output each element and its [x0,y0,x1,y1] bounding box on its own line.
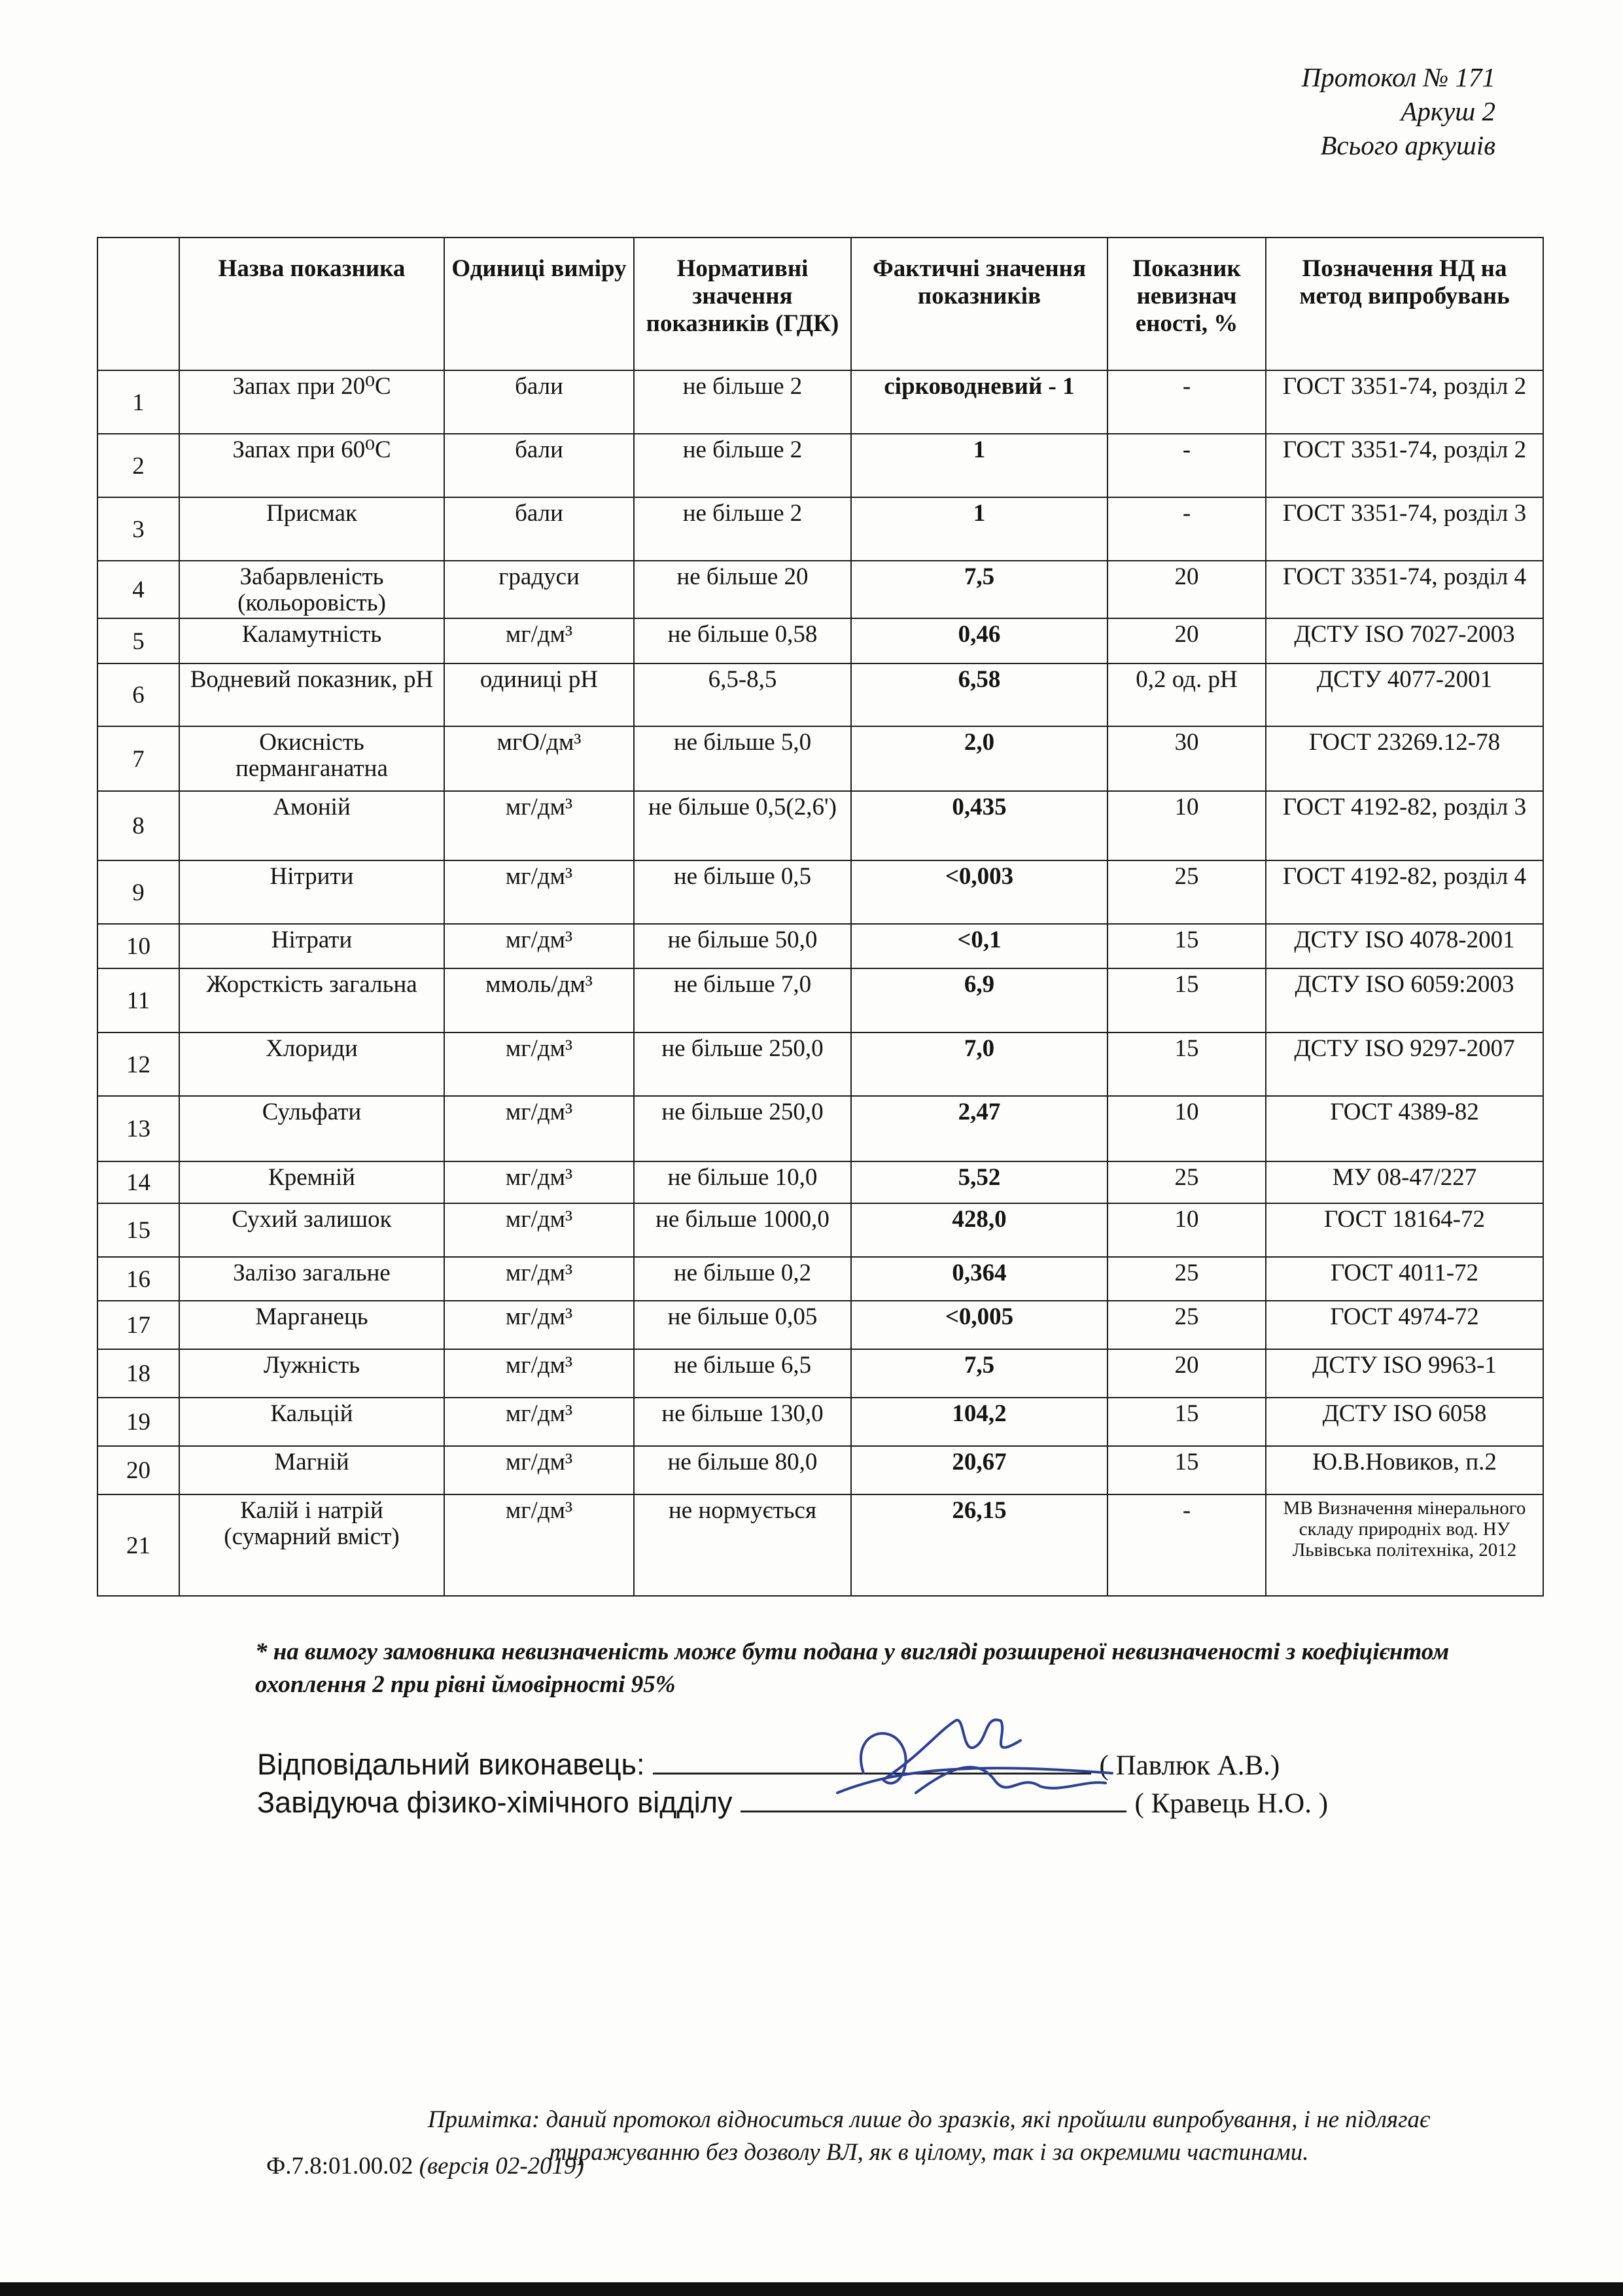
row-number: 10 [97,924,179,968]
unit: одиниці рН [444,663,634,726]
uncertainty: 30 [1108,726,1266,791]
uncertainty: - [1108,1494,1266,1596]
col-header-number [97,238,179,370]
unit: мг/дм³ [444,924,634,968]
col-header-name: Назва показника [179,238,444,370]
col-header-unit: Одиниці виміру [444,238,634,370]
actual-value: 2,47 [851,1096,1108,1161]
table-row [97,1398,1543,1446]
table-row [97,860,1543,924]
sheet-number: Аркуш 2 [1401,96,1495,126]
parameter-name: Кальцій [179,1398,444,1446]
norm-value: не більше 0,5 [634,860,851,924]
norm-value: не більше 7,0 [634,968,851,1033]
table-row [97,1161,1543,1203]
uncertainty: 15 [1108,924,1266,968]
results-table [97,237,1544,1597]
uncertainty-footnote: * на вимогу замовника невизначеність може бути подана у вигляді розширеної невизначеності з коефіцієнтом охоплення 2 при рівні ймовірності 95% [255,1638,1450,1698]
actual-value: 1 [851,434,1108,497]
row-number: 5 [97,618,179,663]
table-row [97,663,1543,726]
uncertainty: 10 [1108,1203,1266,1257]
table-row [97,618,1543,663]
col-header-uncertainty: Показник невизнач еності, % [1108,238,1266,370]
uncertainty: 15 [1108,1398,1266,1446]
col-header-actual: Фактичні значення показників [851,238,1108,370]
form-code [266,2151,584,2181]
norm-value: не більше 0,2 [634,1257,851,1301]
uncertainty: 10 [1108,791,1266,860]
test-method: ДСТУ 4077-2001 [1266,663,1543,726]
test-method: ДСТУ ISO 7027-2003 [1266,618,1543,663]
norm-value: не більше 250,0 [634,1033,851,1096]
head-name: ( Кравець Н.О. ) [1134,1788,1329,1819]
unit: мг/дм³ [444,791,634,860]
norm-value: не більше 2 [634,497,851,561]
norm-value: не більше 0,58 [634,618,851,663]
table-row [97,497,1543,561]
table-row [97,1494,1543,1596]
test-method: ГОСТ 3351-74, розділ 3 [1266,497,1543,561]
norm-value: не більше 20 [634,561,851,618]
uncertainty: 20 [1108,618,1266,663]
row-number: 17 [97,1301,179,1349]
parameter-name: Калій і натрій (сумарний вміст) [179,1494,444,1596]
actual-value: 5,52 [851,1161,1108,1203]
actual-value: 1 [851,497,1108,561]
row-number: 12 [97,1033,179,1096]
test-method: ГОСТ 4192-82, розділ 4 [1266,860,1543,924]
uncertainty: - [1108,370,1266,434]
test-method: ГОСТ 18164-72 [1266,1203,1543,1257]
uncertainty: 15 [1108,1446,1266,1494]
actual-value: <0,005 [851,1301,1108,1349]
uncertainty: 20 [1108,561,1266,618]
table-body [97,370,1543,1596]
unit: мг/дм³ [444,1398,634,1446]
norm-value: не більше 80,0 [634,1446,851,1494]
table-row [97,726,1543,791]
table-row [97,561,1543,618]
table-row [97,924,1543,968]
uncertainty: 20 [1108,1349,1266,1398]
test-method: ДСТУ ISO 9963-1 [1266,1349,1543,1398]
unit: мгО/дм³ [444,726,634,791]
unit: мг/дм³ [444,1446,634,1494]
scan-bottom-edge [0,2282,1623,2296]
norm-value: не більше 2 [634,370,851,434]
parameter-name: Водневий показник, рН [179,663,444,726]
norm-value: не більше 2 [634,434,851,497]
unit: мг/дм³ [444,1096,634,1161]
unit: мг/дм³ [444,860,634,924]
row-number: 11 [97,968,179,1033]
table-row [97,968,1543,1033]
head-label: Завідуюча фізико-хімічного відділу [257,1786,733,1819]
test-method: ДСТУ ISO 6059:2003 [1266,968,1543,1033]
row-number: 3 [97,497,179,561]
table-row [97,1033,1543,1096]
form-code-number: Ф.7.8:01.00.02 [266,2153,413,2180]
unit: градуси [444,561,634,618]
actual-value: сірководневий - 1 [851,370,1108,434]
actual-value: 6,58 [851,663,1108,726]
actual-value: 0,435 [851,791,1108,860]
unit: бали [444,434,634,497]
parameter-name: Хлориди [179,1033,444,1096]
unit: бали [444,497,634,561]
test-method: ГОСТ 3351-74, розділ 4 [1266,561,1543,618]
col-header-norm: Нормативні значення показників (ГДК) [634,238,851,370]
actual-value: 26,15 [851,1494,1108,1596]
row-number: 9 [97,860,179,924]
norm-value: не більше 0,05 [634,1301,851,1349]
uncertainty: 25 [1108,1161,1266,1203]
parameter-name: Кремній [179,1161,444,1203]
row-number: 20 [97,1446,179,1494]
actual-value: 428,0 [851,1203,1108,1257]
norm-value: не більше 6,5 [634,1349,851,1398]
row-number: 2 [97,434,179,497]
table-row [97,1446,1543,1494]
uncertainty: 25 [1108,1301,1266,1349]
col-header-method: Позначення НД на метод випробувань [1266,238,1543,370]
parameter-name: Каламутність [179,618,444,663]
uncertainty: - [1108,497,1266,561]
protocol-header [1302,60,1495,162]
actual-value: 7,5 [851,1349,1108,1398]
form-code-version: (версія 02-2019) [419,2153,584,2180]
unit: мг/дм³ [444,618,634,663]
row-number: 18 [97,1349,179,1398]
table-row [97,791,1543,860]
unit: бали [444,370,634,434]
uncertainty: 15 [1108,968,1266,1033]
test-method: ДСТУ ISO 6058 [1266,1398,1543,1446]
table-row [97,1096,1543,1161]
uncertainty: 15 [1108,1033,1266,1096]
row-number: 8 [97,791,179,860]
parameter-name: Лужність [179,1349,444,1398]
uncertainty: 10 [1108,1096,1266,1161]
row-number: 4 [97,561,179,618]
parameter-name: Окисність перманганатна [179,726,444,791]
parameter-name: Жорсткість загальна [179,968,444,1033]
test-method: ГОСТ 23269.12-78 [1266,726,1543,791]
test-method: ГОСТ 4974-72 [1266,1301,1543,1349]
parameter-name: Магній [179,1446,444,1494]
norm-value: не більше 130,0 [634,1398,851,1446]
uncertainty: 25 [1108,1257,1266,1301]
norm-value: не більше 0,5(2,6') [634,791,851,860]
norm-value: не більше 50,0 [634,924,851,968]
test-method: Ю.В.Новиков, п.2 [1266,1446,1543,1494]
parameter-name: Сульфати [179,1096,444,1161]
norm-value: 6,5-8,5 [634,663,851,726]
test-method: ГОСТ 3351-74, розділ 2 [1266,434,1543,497]
actual-value: 0,46 [851,618,1108,663]
handwritten-signature [824,1695,1125,1826]
norm-value: не нормується [634,1494,851,1596]
test-method: ДСТУ ISO 4078-2001 [1266,924,1543,968]
norm-value: не більше 1000,0 [634,1203,851,1257]
actual-value: 6,9 [851,968,1108,1033]
uncertainty: - [1108,434,1266,497]
test-method: МВ Визначення мінерального складу природніх вод. НУ Львівська політехніка, 2012 [1266,1494,1543,1596]
table-row [97,370,1543,434]
row-number: 7 [97,726,179,791]
parameter-name: Залізо загальне [179,1257,444,1301]
row-number: 14 [97,1161,179,1203]
parameter-name: Запах при 20⁰С [179,370,444,434]
parameter-name: Марганець [179,1301,444,1349]
table-row [97,1257,1543,1301]
parameter-name: Запах при 60⁰С [179,434,444,497]
actual-value: <0,003 [851,860,1108,924]
parameter-name: Забарвленість (кольоровість) [179,561,444,618]
parameter-name: Амоній [179,791,444,860]
actual-value: 20,67 [851,1446,1108,1494]
protocol-note: Примітка: даний протокол відноситься лише до зразків, які пройшли випробування, і не підлягає тиражуванню без дозволу ВЛ, як в цілому, так і за окремими частинами. [427,2106,1431,2166]
row-number: 6 [97,663,179,726]
uncertainty: 0,2 од. рН [1108,663,1266,726]
total-sheets: Всього аркушів [1320,130,1495,160]
actual-value: 0,364 [851,1257,1108,1301]
row-number: 15 [97,1203,179,1257]
actual-value: 104,2 [851,1398,1108,1446]
unit: мг/дм³ [444,1257,634,1301]
test-method: ДСТУ ISO 9297-2007 [1266,1033,1543,1096]
row-number: 1 [97,370,179,434]
parameter-name: Сухий залишок [179,1203,444,1257]
parameter-name: Нітрити [179,860,444,924]
table-header-row [97,238,1543,370]
unit: ммоль/дм³ [444,968,634,1033]
actual-value: <0,1 [851,924,1108,968]
unit: мг/дм³ [444,1494,634,1596]
norm-value: не більше 5,0 [634,726,851,791]
row-number: 16 [97,1257,179,1301]
actual-value: 7,0 [851,1033,1108,1096]
executor-label: Відповідальний виконавець: [257,1748,645,1781]
test-method: МУ 08-47/227 [1266,1161,1543,1203]
unit: мг/дм³ [444,1349,634,1398]
test-method: ГОСТ 3351-74, розділ 2 [1266,370,1543,434]
executor-name: ( Павлюк А.В.) [1099,1750,1280,1781]
unit: мг/дм³ [444,1301,634,1349]
executor-signature-line [257,1747,1280,1784]
norm-value: не більше 250,0 [634,1096,851,1161]
row-number: 19 [97,1398,179,1446]
parameter-name: Нітрати [179,924,444,968]
table-row [97,1349,1543,1398]
protocol-number: Протокол № 171 [1301,62,1495,92]
table-row [97,1203,1543,1257]
table-row [97,434,1543,497]
unit: мг/дм³ [444,1161,634,1203]
parameter-name: Присмак [179,497,444,561]
uncertainty: 25 [1108,860,1266,924]
test-method: ГОСТ 4011-72 [1266,1257,1543,1301]
actual-value: 7,5 [851,561,1108,618]
test-method: ГОСТ 4389-82 [1266,1096,1543,1161]
norm-value: не більше 10,0 [634,1161,851,1203]
row-number: 21 [97,1494,179,1596]
actual-value: 2,0 [851,726,1108,791]
table-row [97,1301,1543,1349]
head-signature-line [257,1785,1328,1822]
unit: мг/дм³ [444,1033,634,1096]
unit: мг/дм³ [444,1203,634,1257]
row-number: 13 [97,1096,179,1161]
test-method: ГОСТ 4192-82, розділ 3 [1266,791,1543,860]
